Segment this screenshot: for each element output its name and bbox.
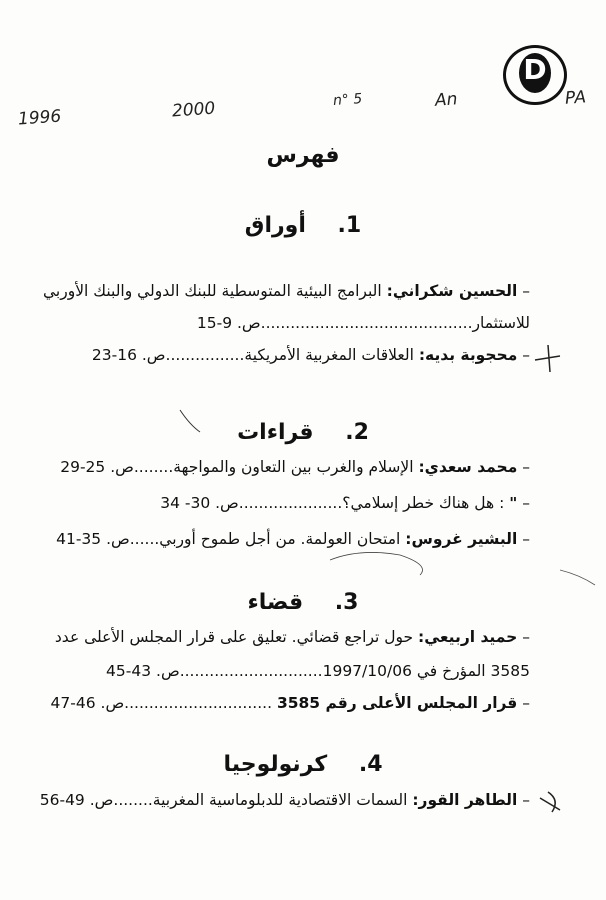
entry-author: محجوبة بديه: [418,346,518,364]
entry-text: : هل هناك خطر إسلامي؟.....................ص. 30- 34 [160,494,505,512]
handwritten-year: 1996 [17,106,62,130]
section-title: قضاء [247,590,304,615]
section-title: قراءات [237,420,314,445]
toc-entry: – حميد اربيعي: حول تراجع قضائي. تعليق على قرار المجلس الأعلى عدد [54,628,530,646]
entry-author: البشير غروس: [405,530,518,548]
entry-text: السمات الاقتصادية للدبلوماسية المغربية........ص. 49-56 [39,791,408,809]
entry-text: امتحان العولمة. من أجل طموح أوربي......ص. 35-41 [56,530,401,548]
section-title: كرنولوجيا [223,752,328,777]
handwritten-number: 2000 [171,98,216,122]
toc-entry: – قرار المجلس الأعلى رقم 3585 ..............................ص. 46-47 [50,694,530,712]
entry-text: 3585 المؤرخ في 1997/10/06.............................ص. 43-45 [106,662,530,680]
entry-author: " [509,494,518,512]
entry-author: الحسين شكراني: [386,282,518,300]
section-title: أوراق [244,213,306,238]
entry-text: البرامج البيئية المتوسطية للبنك الدولي والبنك الأوربي [43,282,382,300]
entry-text: ..............................ص. 46-47 [50,694,272,712]
section-number: 3. [334,590,359,615]
entry-text: الإسلام والغرب بين التعاون والمواجهة........ص. 25-29 [60,458,414,476]
entry-author: حميد اربيعي: [418,628,518,646]
toc-entry: – " : هل هناك خطر إسلامي؟.....................ص. 30- 34 [160,494,530,512]
handwritten-issue: n° 5 [332,90,363,110]
toc-entry: – محجوبة بديه: العلاقات المغربية الأمريكية................ص. 16-23 [91,346,530,364]
section-number: 2. [345,420,369,445]
entry-author: محمد سعدي: [418,458,518,476]
entry-text: العلاقات المغربية الأمريكية................ص. 16-23 [91,346,414,364]
section-number: 4. [358,752,383,777]
entry-text: للاستثمار...........................................ص. 9-15 [196,314,530,332]
page-title: فهرس [266,143,340,168]
toc-entry: – البشير غروس: امتحان العولمة. من أجل طموح أوربي......ص. 35-41 [56,530,530,548]
stamp-letter: D [519,53,551,93]
toc-entry: – الحسين شكراني: البرامج البيئية المتوسطية للبنك الدولي والبنك الأوربي [43,282,530,300]
entry-author: الطاهر القور: [412,791,518,809]
section-number: 1. [337,213,362,238]
toc-entry: – الطاهر القور: السمات الاقتصادية للدبلوماسية المغربية........ص. 49-56 [39,791,530,809]
toc-entry: – محمد سعدي: الإسلام والغرب بين التعاون والمواجهة........ص. 25-29 [60,458,530,476]
entry-author: قرار المجلس الأعلى رقم 3585 [276,694,518,712]
handwritten-pa: PA [564,87,587,109]
handwritten-code: An [434,89,459,111]
entry-text: حول تراجع قضائي. تعليق على قرار المجلس الأعلى عدد [54,628,414,646]
